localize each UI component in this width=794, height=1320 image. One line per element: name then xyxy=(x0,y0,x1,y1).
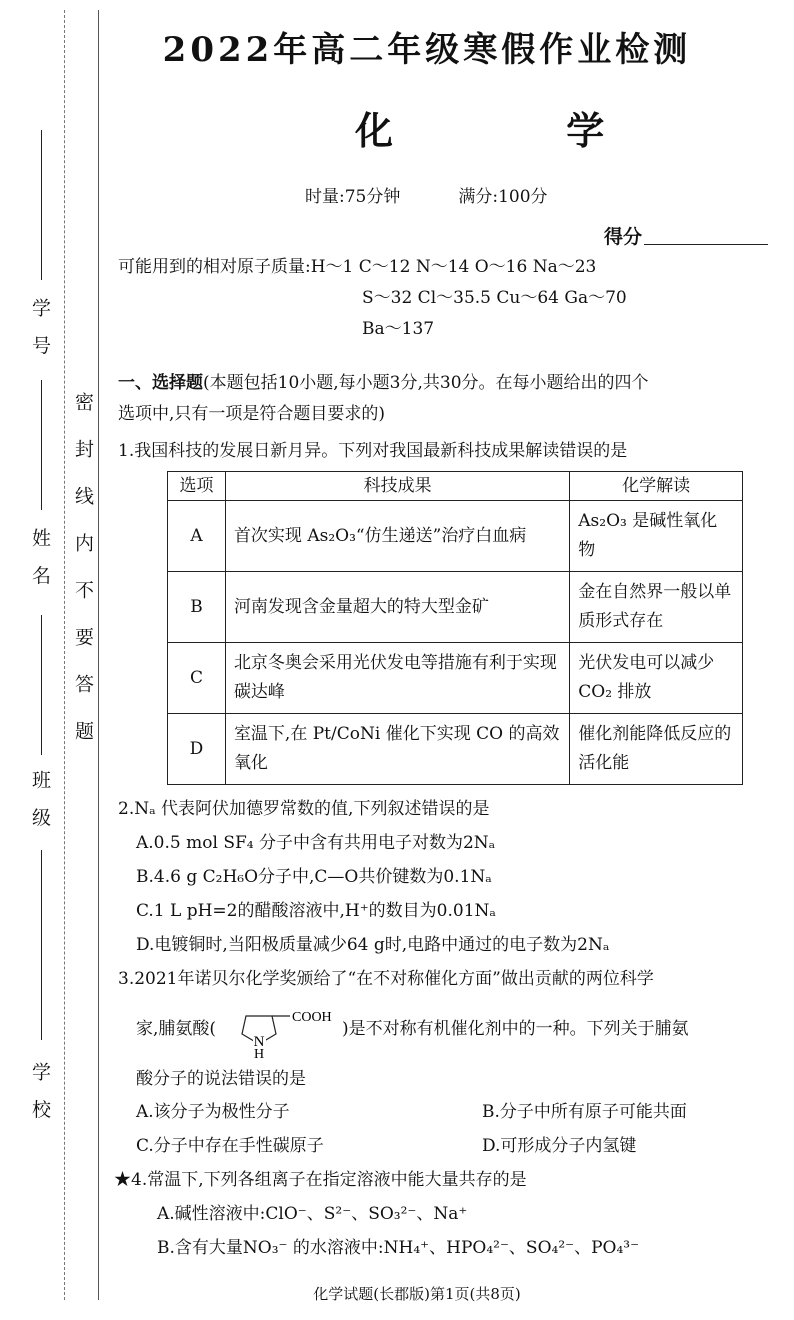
q3-stem-line1: 3.2021年诺贝尔化学奖颁给了“在不对称催化方面”做出贡献的两位科学 xyxy=(118,969,654,989)
table-header-row xyxy=(168,472,743,501)
q4-stem: ★4.常温下,下列各组离子在指定溶液中能大量共存的是 xyxy=(114,1170,527,1190)
q3-option-a: A.该分子为极性分子 xyxy=(136,1102,290,1122)
achievement-cell: 北京冬奥会采用光伏发电等措施有利于实现碳达峰 xyxy=(225,643,569,714)
interpretation-cell: 金在自然界一般以单质形式存在 xyxy=(570,572,743,643)
score-box xyxy=(604,222,768,249)
q2-option-a: A.0.5 mol SF₄ 分子中含有共用电子对数为2Nₐ xyxy=(136,833,496,853)
table-header: 选项 xyxy=(168,472,226,501)
q3-stem-line3: 酸分子的说法错误的是 xyxy=(136,1069,306,1089)
q3-stem-line2a: 家,脯氨酸( xyxy=(136,1019,217,1039)
exam-title: 2022年高二年级寒假作业检测 xyxy=(162,30,692,70)
nitrogen-label: N xyxy=(253,1034,265,1050)
q2-option-c: C.1 L pH=2的醋酸溶液中,H⁺的数目为0.01Nₐ xyxy=(136,901,496,921)
table-row xyxy=(168,714,743,785)
q4-option-b: B.含有大量NO₃⁻ 的水溶液中:NH₄⁺、HPO₄²⁻、SO₄²⁻、PO₄³⁻ xyxy=(157,1238,640,1258)
q3-stem-line2b: )是不对称有机催化剂中的一种。下列关于脯氨 xyxy=(342,1019,689,1039)
q4-option-a: A.碱性溶液中:ClO⁻、S²⁻、SO₃²⁻、Na⁺ xyxy=(157,1204,468,1224)
interpretation-cell: 光伏发电可以减少CO₂ 排放 xyxy=(570,643,743,714)
seal-warning: 密封线内不要答题 xyxy=(72,392,94,768)
table-row xyxy=(168,572,743,643)
name-label: 姓 名 xyxy=(29,528,51,591)
q2-option-b: B.4.6 g C₂H₆O分子中,C—O共价键数为0.1Nₐ xyxy=(136,867,492,887)
section-title: 一、选择题 xyxy=(118,373,203,393)
interpretation-cell: As₂O₃ 是碱性氧化物 xyxy=(570,501,743,572)
q2-stem: 2.Nₐ 代表阿伏加德罗常数的值,下列叙述错误的是 xyxy=(118,799,490,819)
score-blank[interactable] xyxy=(644,244,768,245)
q1-table xyxy=(167,471,743,785)
q2-option-d: D.电镀铜时,当阳极质量减少64 g时,电路中通过的电子数为2Nₐ xyxy=(136,935,610,955)
achievement-cell: 首次实现 As₂O₃“仿生递送”治疗白血病 xyxy=(225,501,569,572)
table-row xyxy=(168,501,743,572)
q3-option-c: C.分子中存在手性碳原子 xyxy=(136,1136,324,1156)
binding-dashed-line xyxy=(64,10,65,1300)
class-label: 班 级 xyxy=(29,770,51,833)
table-header: 化学解读 xyxy=(570,472,743,501)
achievement-cell: 室温下,在 Pt/CoNi 催化下实现 CO 的高效氧化 xyxy=(225,714,569,785)
student-id-label: 学 号 xyxy=(29,298,51,361)
table-row xyxy=(168,643,743,714)
full-score: 满分:100分 xyxy=(458,187,548,207)
cooh-label: COOH xyxy=(292,1010,332,1025)
q3-option-b: B.分子中所有原子可能共面 xyxy=(482,1102,687,1122)
q1-stem: 1.我国科技的发展日新月异。下列对我国最新科技成果解读错误的是 xyxy=(118,441,628,461)
name-blank xyxy=(41,380,42,510)
school-label: 学 校 xyxy=(29,1062,51,1125)
interpretation-cell: 催化剂能降低反应的活化能 xyxy=(570,714,743,785)
option-cell: A xyxy=(168,501,226,572)
hydrogen-label: H xyxy=(253,1047,265,1058)
atomic-mass-line2: S～32 Cl～35.5 Cu～64 Ga～70 xyxy=(362,288,627,308)
class-blank xyxy=(41,615,42,755)
time-limit: 时量:75分钟 xyxy=(305,187,401,207)
student-id-blank xyxy=(41,130,42,280)
section-note-2: 选项中,只有一项是符合题目要求的) xyxy=(118,404,386,424)
atomic-mass-line3: Ba～137 xyxy=(362,319,435,339)
section-heading xyxy=(118,372,649,394)
page-footer: 化学试题(长郡版)第1页(共8页) xyxy=(313,1285,521,1303)
achievement-cell: 河南发现含金量超大的特大型金矿 xyxy=(225,572,569,643)
school-blank xyxy=(41,850,42,1040)
section-note-1: (本题包括10小题,每小题3分,共30分。在每小题给出的四个 xyxy=(203,373,649,393)
exam-time-info xyxy=(305,182,548,207)
option-cell: C xyxy=(168,643,226,714)
subject-title: 化 学 xyxy=(355,108,685,153)
option-cell: B xyxy=(168,572,226,643)
proline-structure xyxy=(238,1008,344,1058)
binding-solid-line xyxy=(98,10,99,1300)
q3-option-d: D.可形成分子内氢键 xyxy=(482,1136,637,1156)
atomic-mass-line1: 可能用到的相对原子质量:H～1 C～12 N～14 O～16 Na～23 xyxy=(118,257,597,277)
table-header: 科技成果 xyxy=(225,472,569,501)
option-cell: D xyxy=(168,714,226,785)
score-label: 得分 xyxy=(604,227,643,248)
